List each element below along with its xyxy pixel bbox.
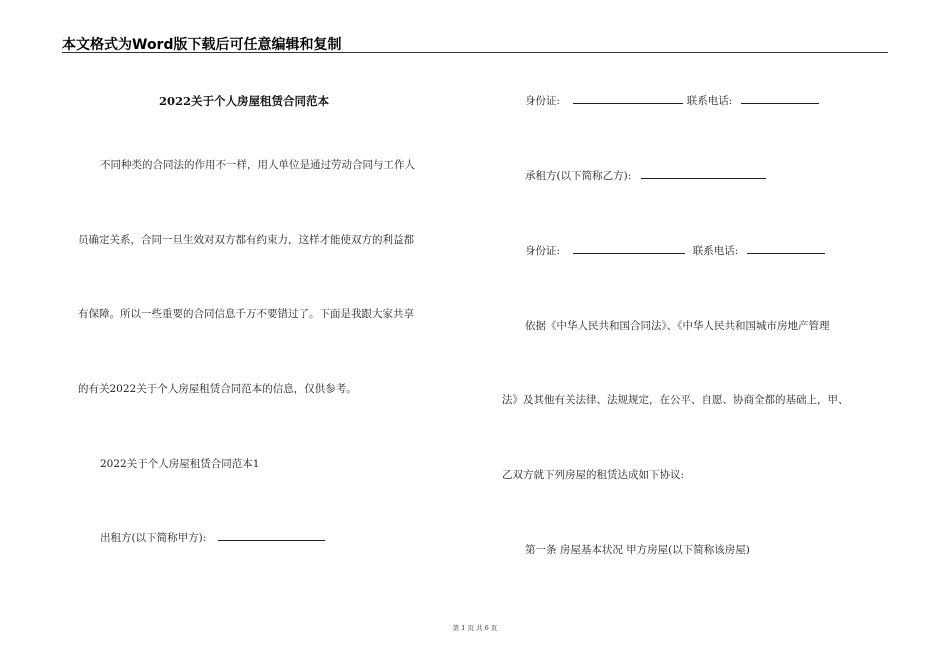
header-divider [62,52,888,53]
paragraph-line: 依据《中华人民共和国合同法》、《中华人民共和国城市房地产管理 [525,320,830,332]
lessor-id-row [525,93,819,108]
document-title: 2022关于个人房屋租赁合同范本 [159,94,330,108]
paragraph-line: 员确定关系，合同一旦生效对双方都有约束力，这样才能使双方的利益都 [78,234,414,246]
header-banner: 本文格式为Word版下载后可任意编辑和复制 [62,37,342,53]
paragraph-line: 有保障。所以一些重要的合同信息千万不要错过了。下面是我跟大家共享 [78,308,414,320]
lessee-id-row [525,243,825,258]
paragraph-line: 法》及其他有关法律、法规规定，在公平、自愿、协商全都的基础上，甲、 [502,394,849,406]
paragraph-line: 的有关2022关于个人房屋租赁合同范本的信息，仅供参考。 [78,383,357,395]
lessee-blank [641,168,766,179]
paragraph-line: 不同种类的合同法的作用不一样，用人单位是通过劳动合同与工作人 [100,159,415,171]
id-blank [573,93,683,104]
phone-blank [747,243,825,254]
lessor-blank [218,530,325,541]
lessee-field [525,168,766,183]
id-label: 身份证: [525,245,561,257]
section-heading: 2022关于个人房屋租赁合同范本1 [100,458,260,470]
id-label: 身份证: [525,95,561,107]
phone-label: 联系电话: [686,95,733,107]
article-heading: 第一条 房屋基本状况 甲方房屋(以下简称该房屋) [525,544,750,556]
paragraph-line: 乙双方就下列房屋的租赁达成如下协议: [502,469,685,481]
phone-label: 联系电话: [692,245,739,257]
lessee-label: 承租方(以下简称乙方): [525,170,632,182]
lessor-label: 出租方(以下简称甲方): [100,532,207,544]
page-indicator: 第 1 页 共 6 页 [452,624,498,632]
id-blank [573,243,685,254]
lessor-field [100,530,325,545]
phone-blank [741,93,819,104]
